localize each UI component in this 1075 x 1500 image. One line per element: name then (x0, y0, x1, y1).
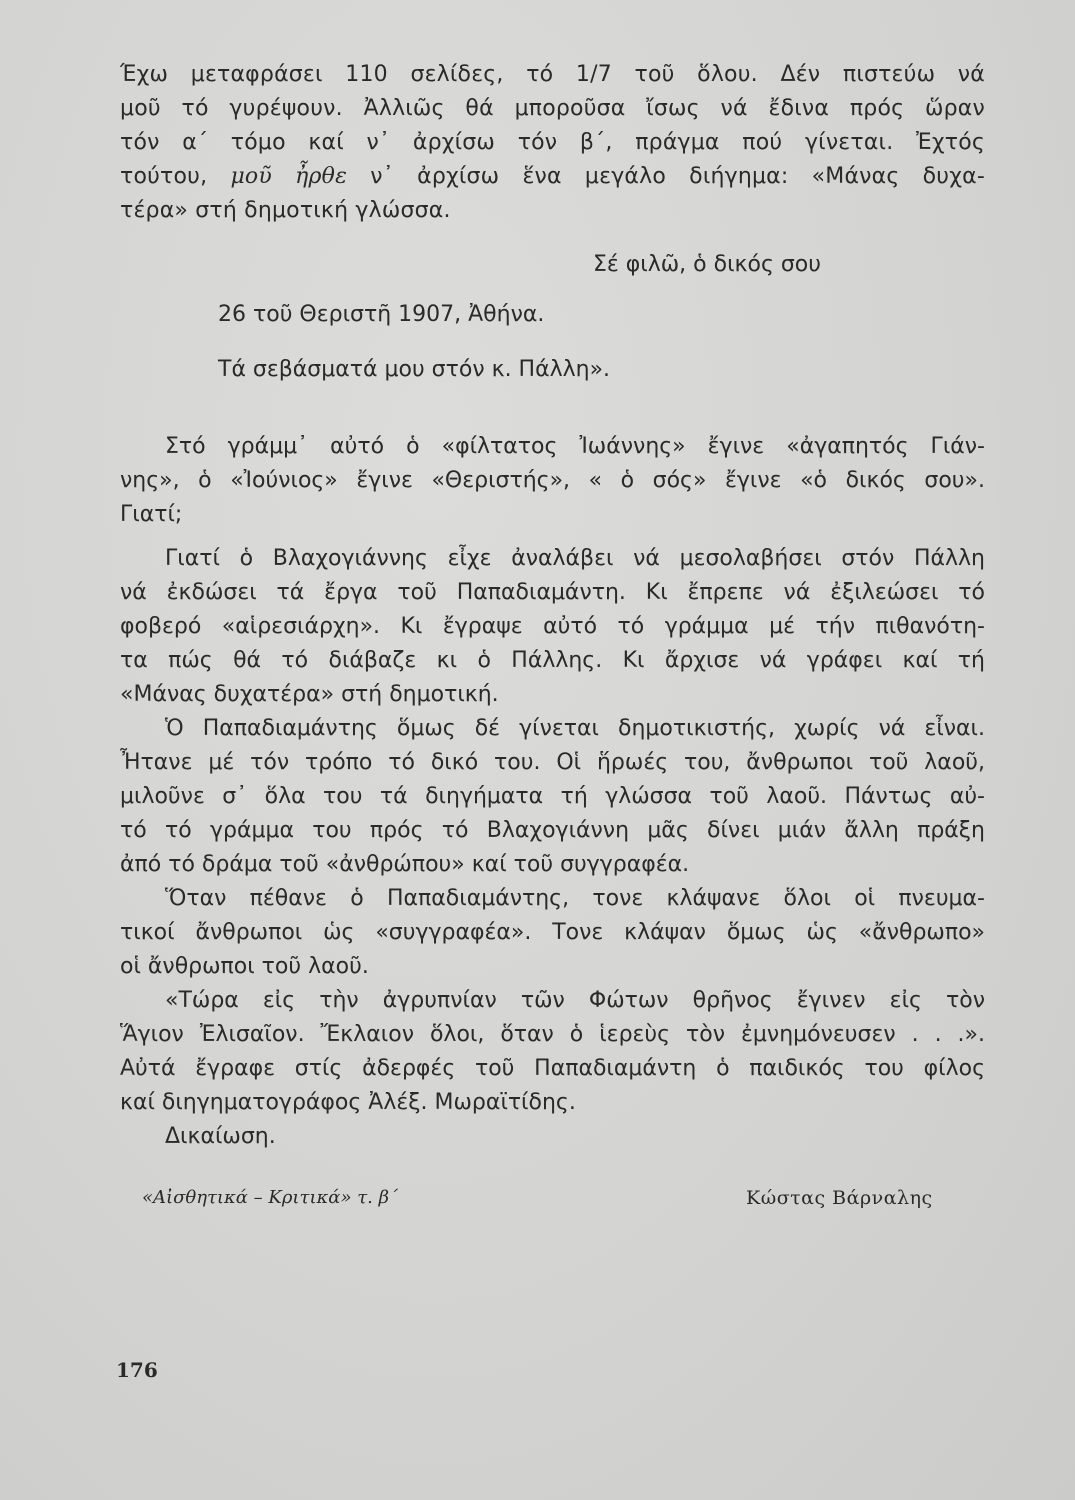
text-line: Δικαίωση. (165, 1124, 276, 1149)
letter-line-start: τούτου, (120, 164, 208, 189)
text-line: Ἦτανε μέ τόν τρόπο τό δικό του. Οἱ ἥρωές του, ἄνθρωποι τοῦ λαοῦ, (120, 750, 985, 775)
text-line: τικοί ἄνθρωποι ὡς «συγγραφέα». Τονε κλάψαν ὅμως ὡς «ἄνθρωπο» (120, 920, 985, 945)
commentary (120, 430, 985, 1154)
letter-line-rest: ν᾽ ἀρχίσω ἕνα μεγάλο διήγημα: «Μάνας δυχα- (370, 164, 985, 189)
text-line: Ὅταν πέθανε ὁ Παπαδιαμάντης, τονε κλάψανε ὅλοι οἱ πνευμα- (165, 886, 985, 911)
text-line: καί διηγηματογράφος Ἀλέξ. Μωραϊτίδης. (120, 1090, 576, 1115)
text-line: φοβερό «αἱρεσιάρχη». Κι ἔγραψε αὐτό τό γράμμα μέ τήν πιθανότη- (120, 614, 985, 639)
text-line: «Τώρα εἰς τὴν ἀγρυπνίαν τῶν Φώτων θρῆνος ἔγινεν εἰς τὸν (165, 988, 985, 1013)
letter-body (120, 58, 985, 228)
text-line: Στό γράμμ᾽ αὐτό ὁ «φίλτατος Ἰωάννης» ἔγινε «ἀγαπητός Γιάν- (165, 434, 985, 459)
letter-line: Έχω μεταφράσει 110 σελίδες, τό 1/7 τοῦ ὅλου. Δέν πιστεύω νά (120, 62, 985, 87)
text-line: τα πώς θά τό διάβαζε κι ὁ Πάλλης. Κι ἄρχισε νά γράφει καί τή (120, 648, 985, 673)
letter-line: μοῦ τό γυρέψουν. Ἀλλιῶς θά μποροῦσα ἴσως νά ἔδινα πρός ὥραν (120, 96, 985, 121)
paragraph (120, 542, 985, 712)
letter-date: 26 τοῦ Θεριστῆ 1907, Ἀθήνα. (218, 302, 545, 327)
letter-line: τόν α΄ τόμο καί ν᾽ ἀρχίσω τόν β΄, πράγμα πού γίνεται. Ἐχτός (120, 130, 985, 155)
letter-line: τέρα» στή δημοτική γλώσσα. (120, 198, 451, 223)
text-line: Ἅγιον Ἐλισαῖον. Ἔκλαιον ὅλοι, ὅταν ὁ ἱερεὺς τὸν ἐμνημόνευσεν . . .». (120, 1022, 985, 1047)
text-line: οἱ ἄνθρωποι τοῦ λαοῦ. (120, 954, 369, 979)
paragraph (120, 1120, 985, 1154)
text-line: ἀπό τό δράμα τοῦ «ἀνθρώπου» καί τοῦ συγγραφέα. (120, 852, 690, 877)
text-line: τό τό γράμμα του πρός τό Βλαχογιάννη μᾶς δίνει μιάν ἄλλη πράξη (120, 818, 985, 843)
author-signature: Κώστας Βάρναλης (746, 1187, 933, 1209)
paragraph (120, 712, 985, 882)
letter-italic-phrase: μοῦ ἦρθε (230, 164, 348, 189)
paragraph (120, 430, 985, 532)
text-line: νά ἐκδώσει τά ἔργα τοῦ Παπαδιαμάντη. Κι ἔπρεπε νά ἐξιλεώσει τό (120, 580, 985, 605)
letter-respects: Τά σεβάσματά μου στόν κ. Πάλλη». (218, 357, 611, 382)
text-line: νης», ὁ «Ἰούνιος» ἔγινε «Θεριστής», « ὁ σός» ἔγινε «ὁ δικός σου». (120, 468, 985, 493)
text-line: Γιατί ὁ Βλαχογιάννης εἶχε ἀναλάβει νά μεσολαβήσει στόν Πάλλη (165, 546, 985, 571)
source-citation: «Αἰσθητικά – Κριτικά» τ. β΄ (142, 1187, 398, 1208)
paragraph (120, 984, 985, 1120)
text-line: «Μάνας δυχατέρα» στή δημοτική. (120, 682, 499, 707)
paragraph (120, 882, 985, 984)
text-line: Ὁ Παπαδιαμάντης ὅμως δέ γίνεται δημοτικιστής, χωρίς νά εἶναι. (165, 716, 985, 741)
text-line: Αὐτά ἔγραφε στίς ἀδερφές τοῦ Παπαδιαμάντη ὁ παιδικός του φίλος (120, 1056, 985, 1081)
letter-line-mixed (120, 160, 985, 194)
text-line: Γιατί; (120, 502, 183, 527)
page-number: 176 (116, 1358, 158, 1382)
letter-closing: Σέ φιλῶ, ὁ δικός σου (593, 252, 821, 277)
text-line: μιλοῦνε σ᾽ ὅλα του τά διηγήματα τή γλώσσα τοῦ λαοῦ. Πάντως αὐ- (120, 784, 985, 809)
